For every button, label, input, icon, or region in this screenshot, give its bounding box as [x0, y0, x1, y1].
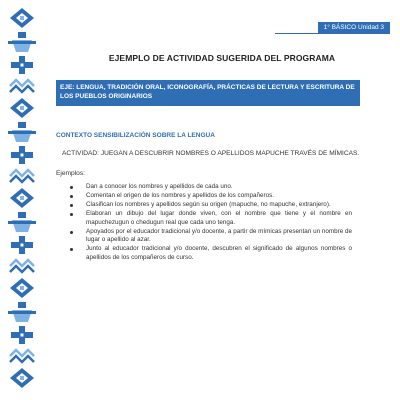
andean-pattern-icon	[10, 188, 34, 208]
bullet-icon	[70, 213, 73, 216]
andean-pattern-icon	[11, 56, 33, 74]
andean-pattern-icon	[10, 260, 34, 272]
andean-pattern-icon	[8, 32, 36, 52]
list-item: Junto al educador tradicional y/o docente, descubren el significado de algunos nombres o apellidos de los compañeros de curso.	[70, 245, 352, 263]
andean-pattern-icon	[10, 368, 34, 388]
bullet-icon	[70, 204, 73, 207]
andean-pattern-icon	[10, 98, 34, 118]
page-title: EJEMPLO DE ACTIVIDAD SUGERIDA DEL PROGRAMA	[108, 53, 336, 63]
bullet-icon	[70, 195, 73, 198]
andean-pattern-icon	[11, 146, 33, 164]
grade-unit-tab: 1° BÁSICO Unidad 3	[318, 22, 390, 33]
list-item: Clasifican los nombres y apellidos según su origen (mapuche, no mapuche, extranjero).	[70, 201, 352, 210]
section-heading: CONTEXTO SENSIBILIZACIÓN SOBRE LA LENGUA	[56, 132, 215, 139]
andean-pattern-icon	[10, 278, 34, 298]
andean-pattern-icon	[8, 302, 36, 322]
andean-pattern-icon	[10, 350, 34, 362]
andean-pattern-icon	[8, 122, 36, 142]
bullet-icon	[70, 248, 73, 251]
decorative-border	[0, 0, 44, 400]
andean-pattern-icon	[10, 170, 34, 182]
examples-label: Ejemplos:	[56, 170, 85, 177]
bullet-icon	[70, 186, 73, 189]
list-item: Apoyados por el educador tradicional y/o docente, a partir de mímicas presentan un nombre de lugar o apellido al azar.	[70, 228, 352, 246]
examples-list	[70, 183, 352, 263]
list-item: Comentan el origen de los nombres y apellidos de los compañeros.	[70, 192, 352, 201]
list-item: Elaboran un dibujo del lugar donde viven, con el nombre que tiene y el nombre en mapuchezugun o chedugun real que cada uno tenga.	[70, 210, 352, 228]
andean-pattern-icon	[11, 326, 33, 344]
eje-text: EJE: LENGUA, TRADICIÓN ORAL, ICONOGRAFÍA, PRÁCTICAS DE LECTURA Y ESCRITURA DE LOS PUEBLOS ORIGINARIOS	[60, 84, 355, 100]
activity-text: ACTIVIDAD: JUEGAN A DESCUBRIR NOMBRES O APELLIDOS MAPUCHE TRAVÉS DE MÍMICAS.	[62, 150, 360, 157]
andean-pattern-icon	[8, 212, 36, 232]
eje-banner	[56, 80, 360, 106]
andean-pattern-icon	[10, 80, 34, 92]
list-item: Dan a conocer los nombres y apellidos de cada uno.	[70, 183, 352, 192]
andean-pattern-icon	[10, 8, 34, 28]
andean-pattern-icon	[11, 236, 33, 254]
bullet-icon	[70, 231, 73, 234]
header-line	[275, 33, 390, 34]
